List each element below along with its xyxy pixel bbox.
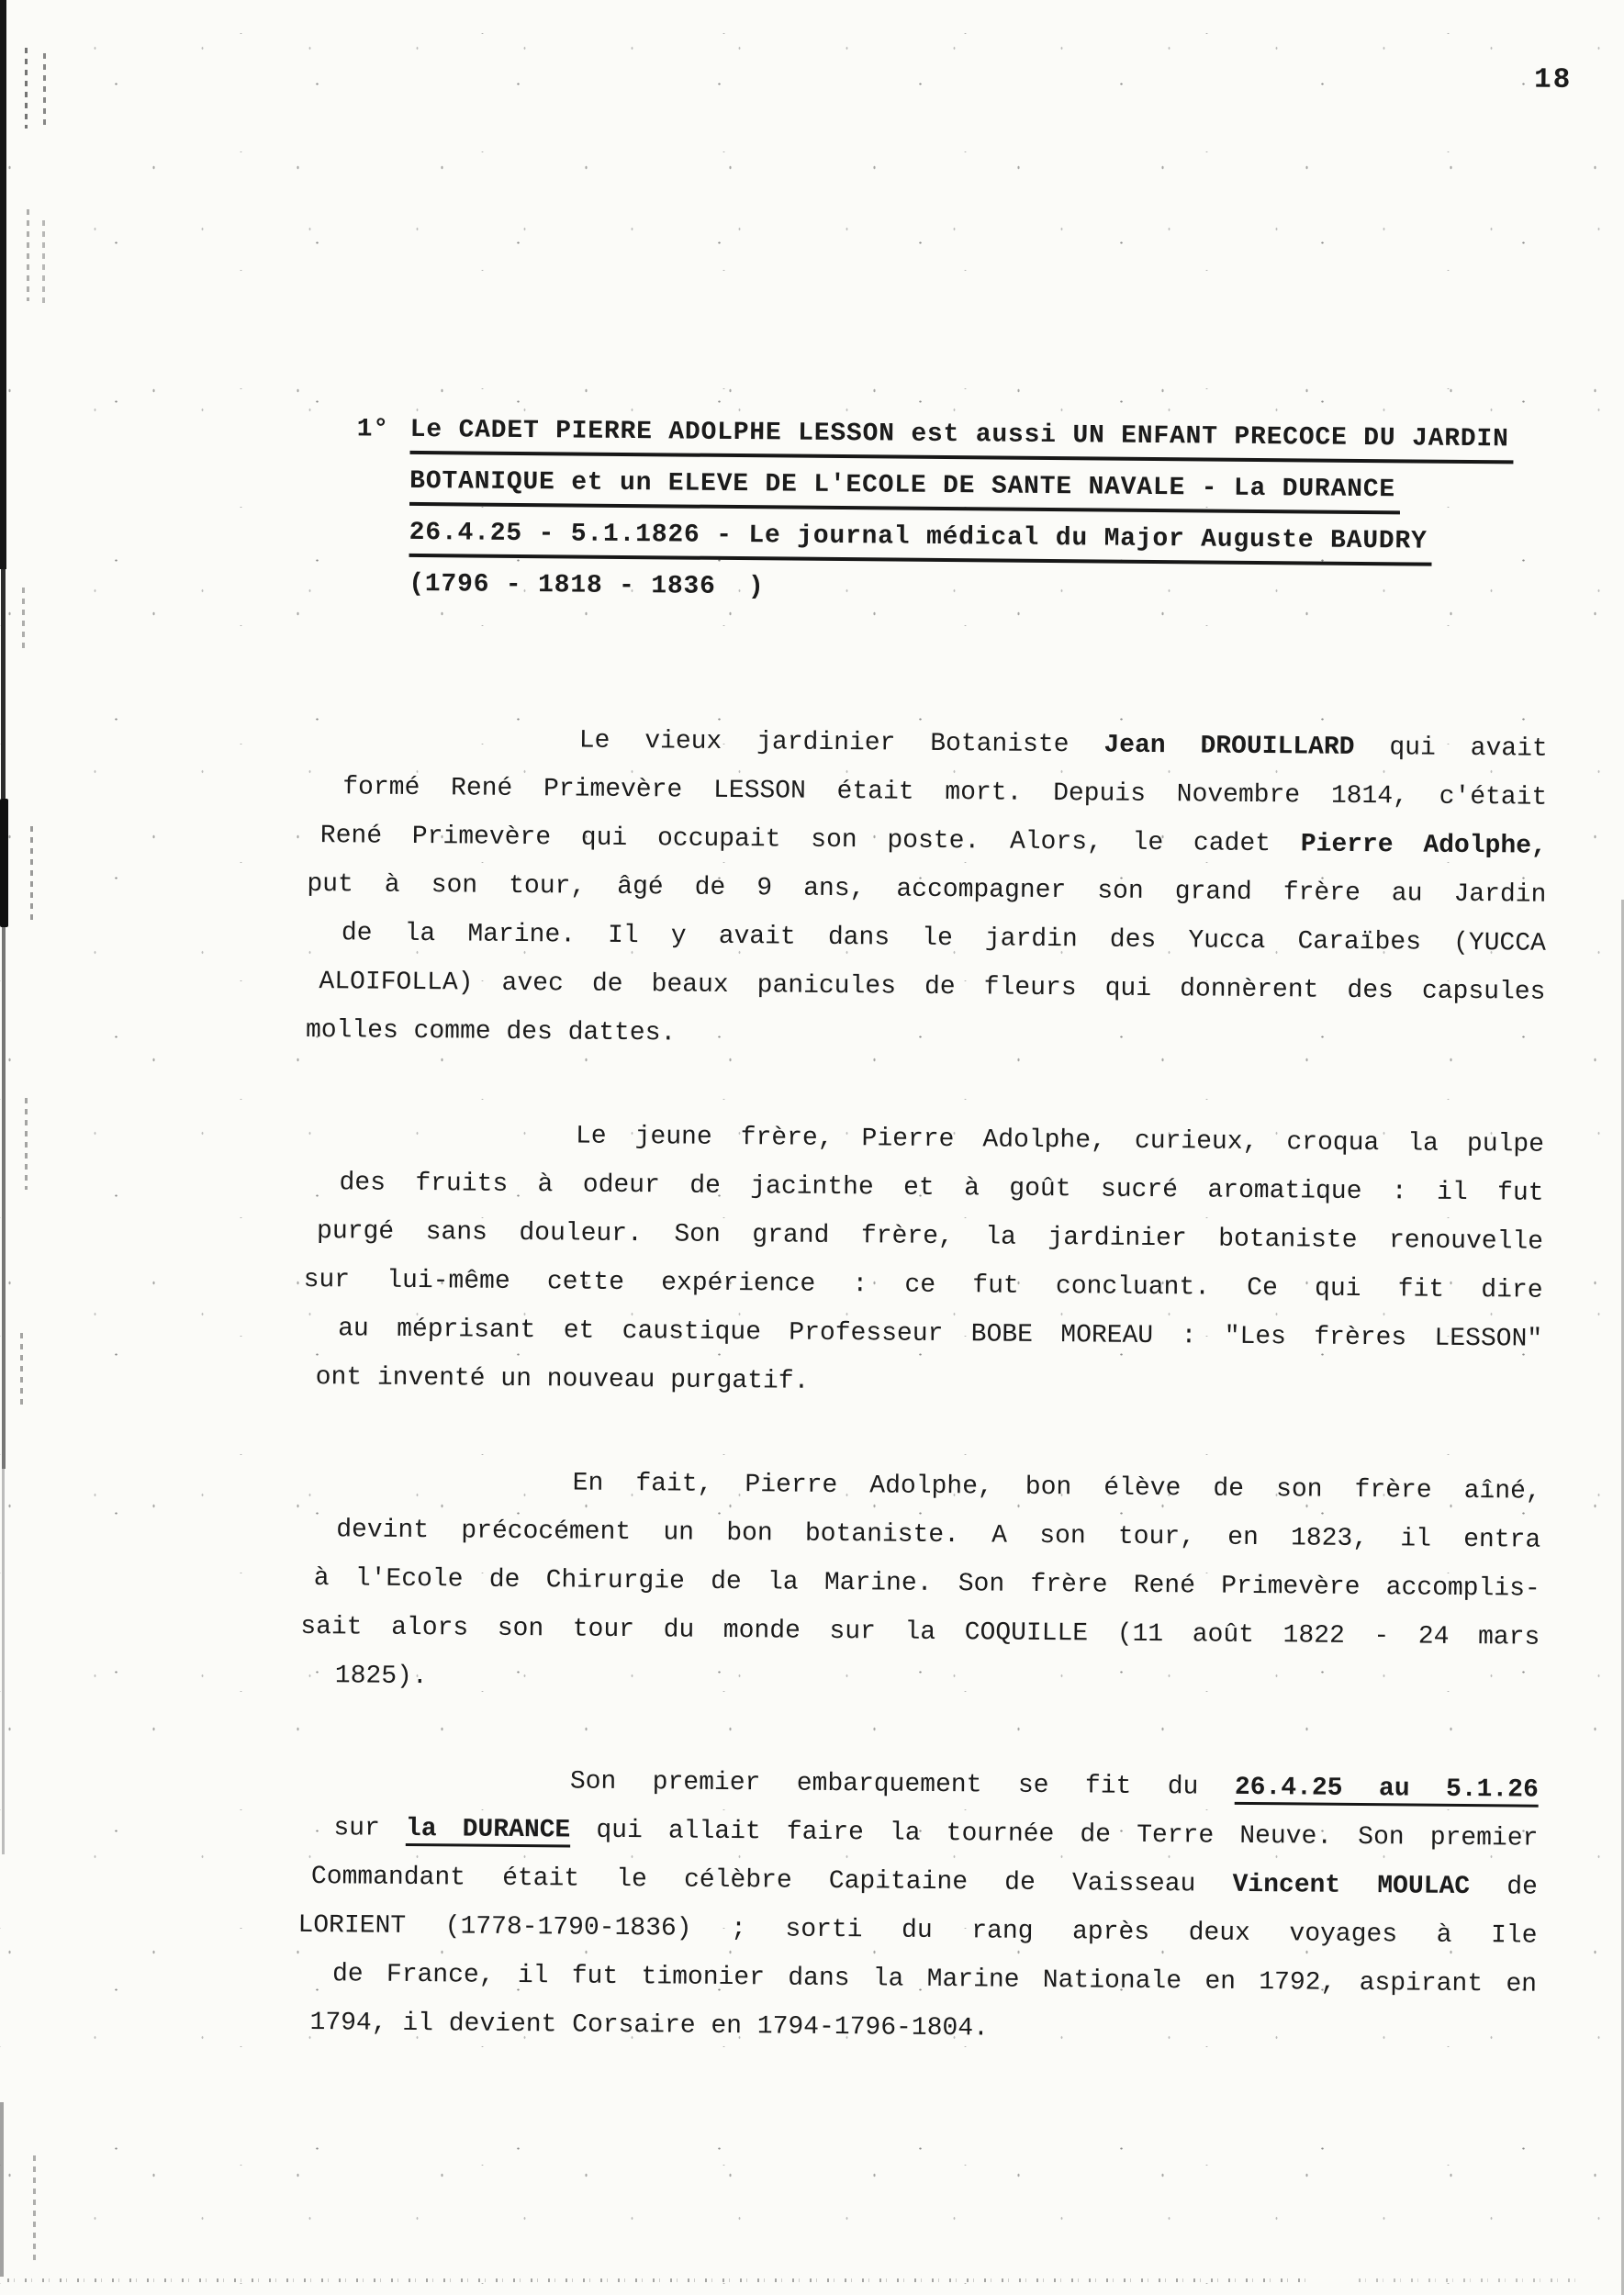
text-segment: qui allait faire la tournée de Terre Neuve. Son premier — [570, 1816, 1539, 1853]
text-segment: Commandant était le célèbre Capitaine de Vaisseau — [310, 1863, 1233, 1899]
text-segment: 1794, il devient Corsaire en 1794-1796-1804. — [309, 2009, 990, 2043]
heading-lines — [409, 412, 1541, 628]
text-segment: LORIENT (1778-1790-1836) ; sorti du rang après deux voyages à Ile — [297, 1910, 1538, 1951]
text-segment: sait alors son tour du monde sur la COQUILLE (11 août 1822 - 24 mars — [300, 1612, 1540, 1652]
text-segment: qui avait — [1354, 733, 1548, 764]
text-segment: sur lui-même cette expérience : ce fut concluant. Ce qui fit dire — [303, 1265, 1543, 1305]
text-segment: Son premier embarquement se fit du — [569, 1767, 1236, 1802]
paragraph — [306, 714, 1548, 1066]
text-segment: de France, il fut timonier dans la Marine Nationale en 1792, aspirant en — [331, 1960, 1538, 1999]
text-segment: sur — [333, 1814, 407, 1843]
text-segment: 26.4.25 au 5.1.26 — [1234, 1773, 1539, 1805]
heading-marker: 1° — [356, 415, 390, 444]
text-segment: (1796 - 1818 - 1836 ) — [409, 569, 765, 602]
text-segment: René Primevère qui occupait son poste. Alors, le cadet — [319, 822, 1301, 859]
body-text — [297, 714, 1548, 2058]
text-segment: Le vieux jardinier Botaniste — [578, 726, 1104, 760]
paragraph — [300, 1457, 1541, 1711]
text-segment: de — [1469, 1873, 1539, 1902]
text-segment: formé René Primevère LESSON était mort. Depuis Novembre 1814, c'était — [342, 773, 1548, 812]
text-segment: BOTANIQUE et un ELEVE DE L'ECOLE DE SANTE NAVALE - La DURANCE — [409, 467, 1400, 514]
text-segment: Pierre Adolphe, — [1300, 830, 1547, 861]
text-segment: put à son tour, âgé de 9 ans, accompagner son grand frère au Jardin — [307, 869, 1547, 910]
text-segment: devint précocément un bon botaniste. A son tour, en 1823, il entra — [336, 1516, 1541, 1555]
text-segment: molles comme des dattes. — [305, 1015, 677, 1048]
text-line — [409, 566, 1540, 628]
text-segment: ont inventé un nouveau purgatif. — [315, 1363, 810, 1396]
text-segment: au méprisant et caustique Professeur BOBE MOREAU : "Les frères LESSON" — [338, 1315, 1543, 1354]
paragraph — [297, 1755, 1539, 2058]
text-segment: 1825). — [334, 1662, 428, 1692]
text-segment: purgé sans douleur. Son grand frère, la jardinier botaniste renouvelle — [316, 1217, 1544, 1257]
text-segment: Jean DROUILLARD — [1103, 731, 1355, 762]
text-segment: de la Marine. Il y avait dans le jardin des Yucca Caraïbes (YUCCA — [341, 919, 1547, 958]
section-heading — [355, 411, 1541, 627]
text-segment: la DURANCE — [405, 1814, 571, 1845]
text-segment: Vincent MOULAC — [1232, 1870, 1471, 1902]
text-segment: En fait, Pierre Adolphe, bon élève de son frère aîné, — [572, 1469, 1541, 1506]
text-segment: des fruits à odeur de jacinthe et à goût sucré aromatique : il fut — [339, 1169, 1544, 1208]
text-segment: ALOIFOLLA) avec de beaux panicules de fleurs qui donnèrent des capsules — [319, 968, 1546, 1007]
paragraph — [302, 1110, 1544, 1413]
text-segment: Le jeune frère, Pierre Adolphe, curieux, croqua la pulpe — [575, 1122, 1545, 1159]
text-segment: à l'Ecole de Chirurgie de la Marine. Son frère René Primevère accomplis- — [313, 1564, 1540, 1604]
text-segment: Le CADET PIERRE ADOLPHE LESSON est aussi UN ENFANT PRECOCE DU JARDIN — [409, 416, 1513, 464]
page-number: 18 — [1533, 63, 1573, 96]
text-segment: 26.4.25 - 5.1.1826 - Le journal médical du Major Auguste BAUDRY — [409, 519, 1432, 566]
